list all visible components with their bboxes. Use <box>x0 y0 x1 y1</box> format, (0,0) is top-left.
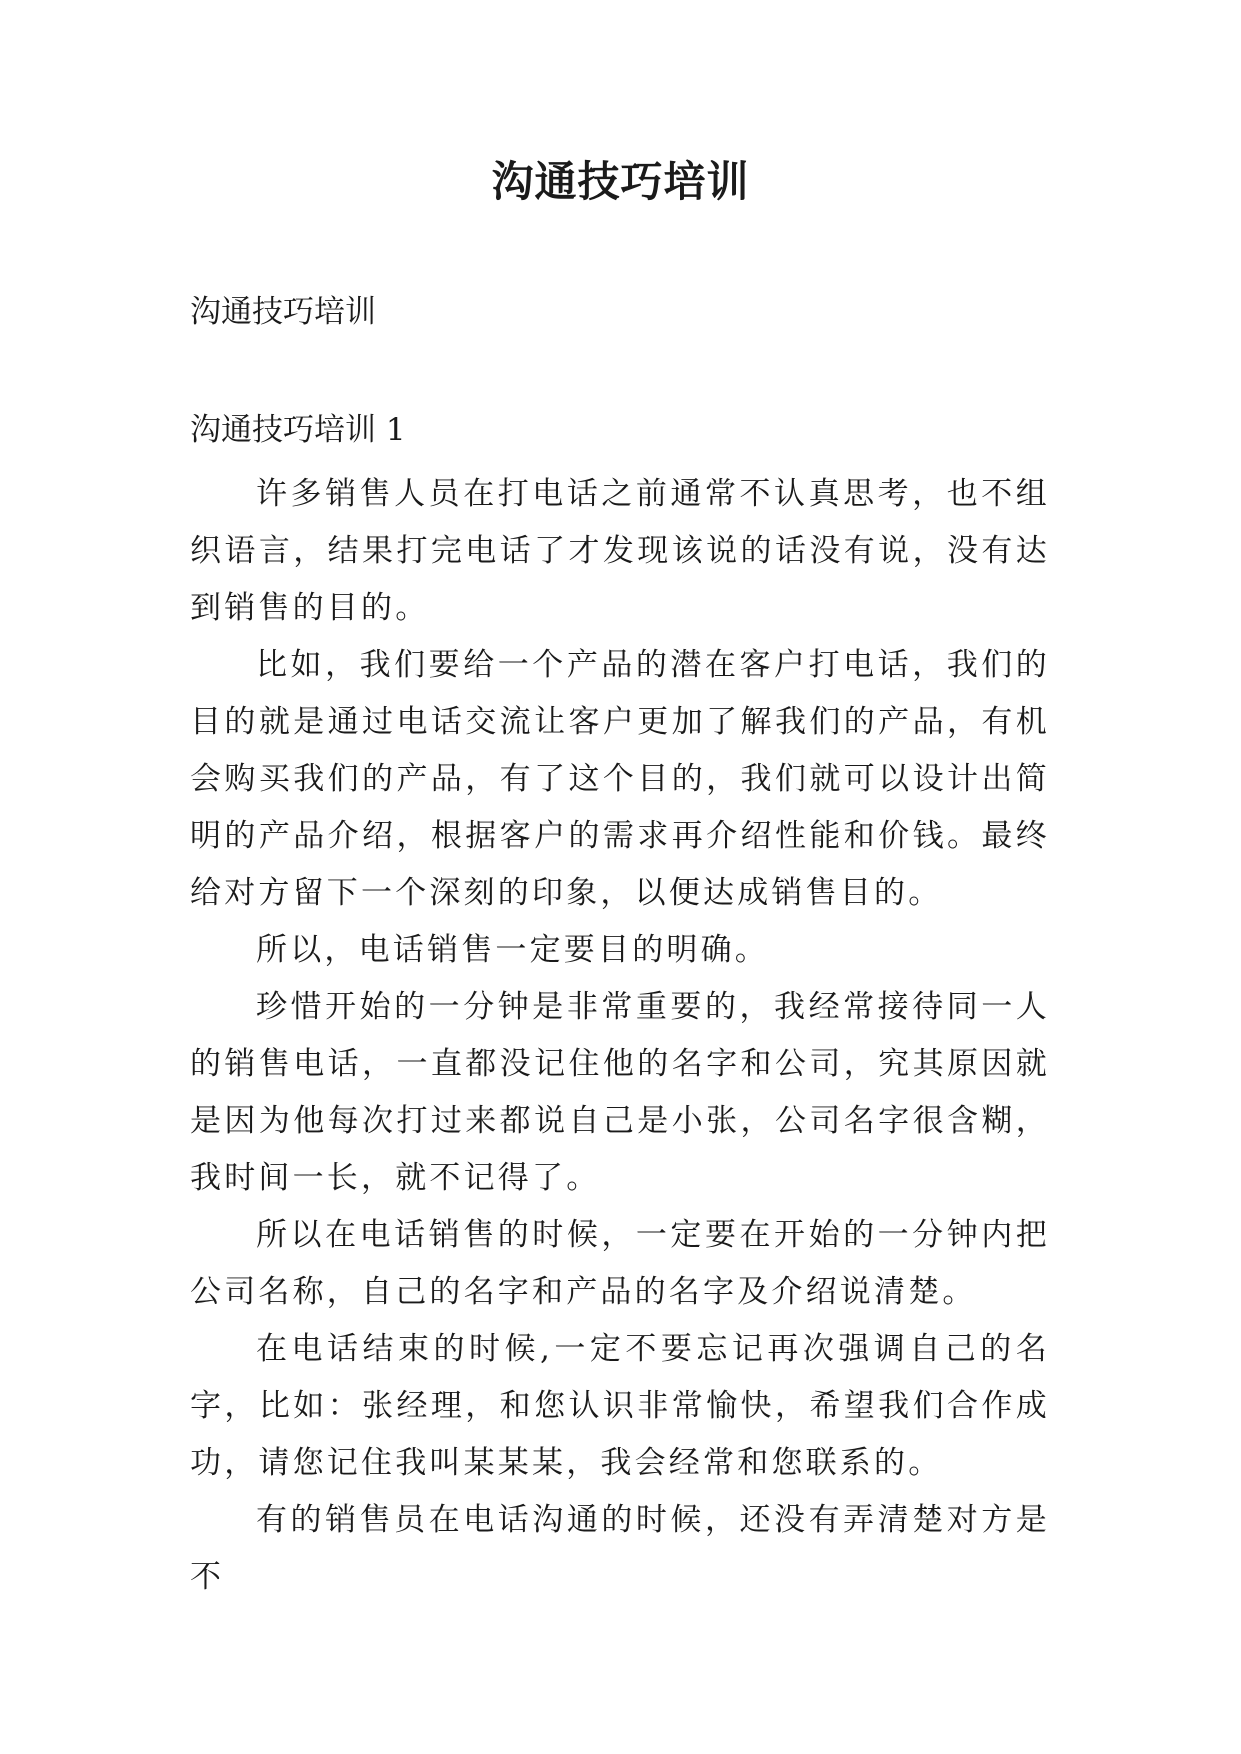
section-heading: 沟通技巧培训 1 <box>190 412 406 448</box>
paragraph: 所以，电话销售一定要目的明确。 <box>256 932 769 968</box>
document-title: 沟通技巧培训 <box>491 157 750 206</box>
paragraph: 许多销售人员在打电话之前通常不认真思考，也不组织语言，结果打完电话了才发现该说的话没有说，没有达到销售的目的。 <box>190 476 1050 626</box>
document-subtitle: 沟通技巧培训 <box>190 294 376 330</box>
paragraph: 在电话结束的时候,一定不要忘记再次强调自己的名字，比如：张经理，和您认识非常愉快，希望我们合作成功，请您记住我叫某某某，我会经常和您联系的。 <box>190 1331 1050 1481</box>
paragraph: 有的销售员在电话沟通的时候，还没有弄清楚对方是不 <box>190 1502 1050 1595</box>
paragraph: 所以在电话销售的时候，一定要在开始的一分钟内把公司名称，自己的名字和产品的名字及介绍说清楚。 <box>190 1217 1050 1310</box>
document-body <box>190 466 1050 1606</box>
paragraph: 比如，我们要给一个产品的潜在客户打电话，我们的目的就是通过电话交流让客户更加了解我们的产品，有机会购买我们的产品，有了这个目的，我们就可以设计出简明的产品介绍，根据客户的需求再介绍性能和价钱。最终给对方留下一个深刻的印象，以便达成销售目的。 <box>190 647 1050 911</box>
paragraph: 珍惜开始的一分钟是非常重要的，我经常接待同一人的销售电话，一直都没记住他的名字和公司，究其原因就是因为他每次打过来都说自己是小张，公司名字很含糊，我时间一长，就不记得了。 <box>190 989 1050 1196</box>
